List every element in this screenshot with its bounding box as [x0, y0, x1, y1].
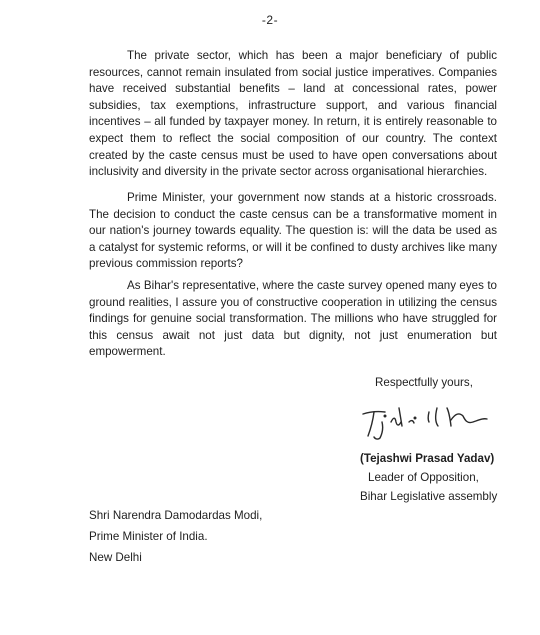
page-number: -2-	[261, 13, 279, 27]
signatory-name: (Tejashwi Prasad Yadav)	[360, 452, 495, 465]
paragraph-bihar-cooperation: As Bihar's representative, where the caste survey opened many eyes to ground realities, I assure you of constructive cooperation in utilizing the census findings for genuine social transformation. The millions who have struggled for this census await not just data but dignity, not just enumeration but empowerment.	[89, 279, 497, 359]
signatory-title: Leader of Opposition,	[368, 471, 479, 484]
recipient-title: Prime Minister of India.	[89, 530, 208, 543]
signature-block	[360, 449, 497, 506]
paragraph-historic-crossroads: Prime Minister, your government now stands at a historic crossroads. The decision to conduct the caste census can be a transformative moment in our nation's journey towards equality. The question is: will the data be used as a catalyst for systemic reforms, or will it be confined to dusty archives like many previous commission reports?	[89, 191, 497, 271]
recipient-name: Shri Narendra Damodardas Modi,	[89, 509, 263, 522]
recipient-address	[89, 505, 262, 568]
handwritten-signature	[355, 398, 495, 440]
recipient-city: New Delhi	[89, 551, 142, 564]
signatory-organization: Bihar Legislative assembly	[360, 490, 498, 503]
paragraph-private-sector: The private sector, which has been a major beneficiary of public resources, cannot remain insulated from social justice imperatives. Companies have received substantial benefits – land at concessional rates, power subsidies, tax exemptions, infrastructure support, and various financial incentives – all funded by taxpayer money. In return, it is entirely reasonable to expect them to reflect the social composition of our country. The context created by the caste census must be used to have open conversations about inclusivity and diversity in the private sector across organisational hierarchies.	[89, 49, 497, 179]
closing-salutation: Respectfully yours,	[375, 376, 473, 389]
